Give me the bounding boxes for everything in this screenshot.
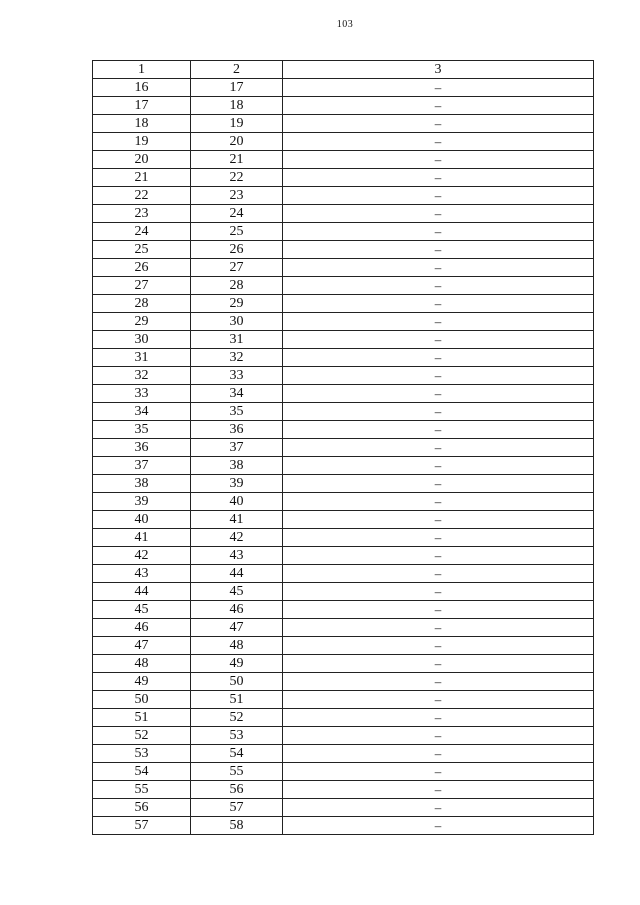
table-cell-col-3: – [283, 439, 594, 457]
table-cell-col-1: 43 [93, 565, 191, 583]
table-cell-col-1: 46 [93, 619, 191, 637]
table-cell-col-2: 48 [191, 637, 283, 655]
table-cell-col-3: – [283, 133, 594, 151]
table-cell-col-1: 23 [93, 205, 191, 223]
table-cell-col-3: – [283, 367, 594, 385]
table-cell-col-2: 57 [191, 799, 283, 817]
table-cell-col-1: 17 [93, 97, 191, 115]
table-cell-col-3: – [283, 511, 594, 529]
table-cell-col-3: – [283, 421, 594, 439]
table-row [93, 295, 594, 313]
table-cell-col-2: 29 [191, 295, 283, 313]
table-cell-col-2: 58 [191, 817, 283, 835]
table-row [93, 115, 594, 133]
table-row [93, 601, 594, 619]
table-cell-col-2: 23 [191, 187, 283, 205]
table-cell-col-2: 21 [191, 151, 283, 169]
table-cell-col-3: – [283, 223, 594, 241]
table-row [93, 583, 594, 601]
table-cell-col-1: 26 [93, 259, 191, 277]
table-cell-col-2: 45 [191, 583, 283, 601]
table-row [93, 367, 594, 385]
table-cell-col-1: 42 [93, 547, 191, 565]
table-row [93, 763, 594, 781]
table-cell-col-1: 48 [93, 655, 191, 673]
table-row [93, 421, 594, 439]
table-cell-col-1: 37 [93, 457, 191, 475]
table-cell-col-2: 41 [191, 511, 283, 529]
table-row [93, 619, 594, 637]
table-row [93, 637, 594, 655]
table-cell-col-1: 20 [93, 151, 191, 169]
table-cell-col-3: – [283, 547, 594, 565]
table-cell-col-2: 28 [191, 277, 283, 295]
table-row [93, 133, 594, 151]
table-cell-col-3: – [283, 241, 594, 259]
table-cell-col-1: 52 [93, 727, 191, 745]
table-cell-col-3: – [283, 799, 594, 817]
table-cell-col-1: 24 [93, 223, 191, 241]
table-row [93, 727, 594, 745]
table-cell-col-3: – [283, 691, 594, 709]
table-cell-col-3: – [283, 331, 594, 349]
table-row [93, 655, 594, 673]
table-cell-col-1: 44 [93, 583, 191, 601]
table-row [93, 97, 594, 115]
table-header [93, 61, 594, 79]
table-cell-col-1: 18 [93, 115, 191, 133]
table-cell-col-2: 30 [191, 313, 283, 331]
table-cell-col-2: 18 [191, 97, 283, 115]
table-cell-col-1: 31 [93, 349, 191, 367]
table-cell-col-3: – [283, 277, 594, 295]
table-cell-col-3: – [283, 529, 594, 547]
table-row [93, 439, 594, 457]
table-row [93, 349, 594, 367]
table-cell-col-3: – [283, 475, 594, 493]
table-row [93, 331, 594, 349]
table-cell-col-3: – [283, 115, 594, 133]
table-cell-col-3: – [283, 727, 594, 745]
table-cell-col-3: – [283, 385, 594, 403]
table-cell-col-1: 38 [93, 475, 191, 493]
table-row [93, 403, 594, 421]
table-row [93, 241, 594, 259]
table-row [93, 691, 594, 709]
table-cell-col-3: – [283, 817, 594, 835]
table-cell-col-1: 51 [93, 709, 191, 727]
table-cell-col-3: – [283, 745, 594, 763]
table-row [93, 385, 594, 403]
table-cell-col-2: 27 [191, 259, 283, 277]
table-cell-col-1: 25 [93, 241, 191, 259]
table-cell-col-2: 49 [191, 655, 283, 673]
table-cell-col-3: – [283, 763, 594, 781]
table-cell-col-2: 55 [191, 763, 283, 781]
table-cell-col-3: – [283, 349, 594, 367]
table-cell-col-2: 36 [191, 421, 283, 439]
table-cell-col-2: 51 [191, 691, 283, 709]
table-cell-col-3: – [283, 601, 594, 619]
table-cell-col-2: 32 [191, 349, 283, 367]
table-cell-col-2: 53 [191, 727, 283, 745]
table-cell-col-1: 49 [93, 673, 191, 691]
table-cell-col-3: – [283, 457, 594, 475]
table-body [93, 79, 594, 835]
table-cell-col-2: 54 [191, 745, 283, 763]
table-cell-col-2: 26 [191, 241, 283, 259]
table-cell-col-1: 34 [93, 403, 191, 421]
table-row [93, 313, 594, 331]
table-cell-col-3: – [283, 97, 594, 115]
table-cell-col-2: 25 [191, 223, 283, 241]
table-cell-col-2: 24 [191, 205, 283, 223]
table-cell-col-2: 43 [191, 547, 283, 565]
table-row [93, 565, 594, 583]
table-row [93, 151, 594, 169]
table-cell-col-1: 28 [93, 295, 191, 313]
table-cell-col-2: 47 [191, 619, 283, 637]
table-cell-col-1: 19 [93, 133, 191, 151]
page-number: 103 [336, 19, 354, 30]
table-cell-col-1: 29 [93, 313, 191, 331]
table-cell-col-1: 30 [93, 331, 191, 349]
table-cell-col-3: – [283, 169, 594, 187]
table-cell-col-2: 46 [191, 601, 283, 619]
table-cell-col-2: 31 [191, 331, 283, 349]
table-row [93, 493, 594, 511]
table-cell-col-3: – [283, 583, 594, 601]
table-row [93, 781, 594, 799]
table-cell-col-2: 20 [191, 133, 283, 151]
table-cell-col-1: 53 [93, 745, 191, 763]
table-cell-col-3: – [283, 187, 594, 205]
table-row [93, 223, 594, 241]
table-cell-col-2: 34 [191, 385, 283, 403]
table-cell-col-1: 36 [93, 439, 191, 457]
table-cell-col-2: 42 [191, 529, 283, 547]
table-cell-col-1: 22 [93, 187, 191, 205]
table-cell-col-2: 38 [191, 457, 283, 475]
table-row [93, 673, 594, 691]
table-cell-col-2: 39 [191, 475, 283, 493]
table-cell-col-1: 45 [93, 601, 191, 619]
column-header-3: 3 [283, 61, 594, 79]
table-cell-col-2: 33 [191, 367, 283, 385]
table-cell-col-2: 35 [191, 403, 283, 421]
table-row [93, 277, 594, 295]
table-cell-col-3: – [283, 673, 594, 691]
header-row [93, 61, 594, 79]
table-cell-col-3: – [283, 313, 594, 331]
table-cell-col-1: 21 [93, 169, 191, 187]
table-row [93, 187, 594, 205]
table-row [93, 259, 594, 277]
table-cell-col-2: 44 [191, 565, 283, 583]
table-cell-col-3: – [283, 619, 594, 637]
table-row [93, 817, 594, 835]
table-row [93, 457, 594, 475]
table-cell-col-3: – [283, 493, 594, 511]
table-row [93, 169, 594, 187]
table-row [93, 745, 594, 763]
table-cell-col-2: 52 [191, 709, 283, 727]
table-cell-col-1: 33 [93, 385, 191, 403]
table-cell-col-1: 50 [93, 691, 191, 709]
table-cell-col-3: – [283, 781, 594, 799]
table-cell-col-1: 35 [93, 421, 191, 439]
table-cell-col-2: 56 [191, 781, 283, 799]
table-cell-col-1: 40 [93, 511, 191, 529]
table-cell-col-2: 22 [191, 169, 283, 187]
table-cell-col-2: 40 [191, 493, 283, 511]
table-cell-col-2: 50 [191, 673, 283, 691]
table-cell-col-2: 19 [191, 115, 283, 133]
table-cell-col-2: 37 [191, 439, 283, 457]
table-cell-col-1: 32 [93, 367, 191, 385]
table-cell-col-2: 17 [191, 79, 283, 97]
table-cell-col-1: 54 [93, 763, 191, 781]
table-cell-col-3: – [283, 295, 594, 313]
table-row [93, 475, 594, 493]
table-cell-col-3: – [283, 709, 594, 727]
data-table [92, 60, 594, 835]
table-cell-col-3: – [283, 151, 594, 169]
table-cell-col-3: – [283, 259, 594, 277]
table-cell-col-3: – [283, 637, 594, 655]
table-cell-col-1: 55 [93, 781, 191, 799]
table-row [93, 709, 594, 727]
table-cell-col-1: 47 [93, 637, 191, 655]
table-cell-col-1: 56 [93, 799, 191, 817]
table-cell-col-1: 16 [93, 79, 191, 97]
table-cell-col-3: – [283, 79, 594, 97]
table-cell-col-1: 39 [93, 493, 191, 511]
column-header-1: 1 [93, 61, 191, 79]
table-row [93, 511, 594, 529]
table-cell-col-1: 27 [93, 277, 191, 295]
table-cell-col-3: – [283, 655, 594, 673]
table-row [93, 529, 594, 547]
table-row [93, 799, 594, 817]
table-cell-col-3: – [283, 565, 594, 583]
column-header-2: 2 [191, 61, 283, 79]
table-cell-col-3: – [283, 205, 594, 223]
table-row [93, 79, 594, 97]
table-row [93, 205, 594, 223]
table-cell-col-1: 57 [93, 817, 191, 835]
table-cell-col-3: – [283, 403, 594, 421]
table-cell-col-1: 41 [93, 529, 191, 547]
table-row [93, 547, 594, 565]
